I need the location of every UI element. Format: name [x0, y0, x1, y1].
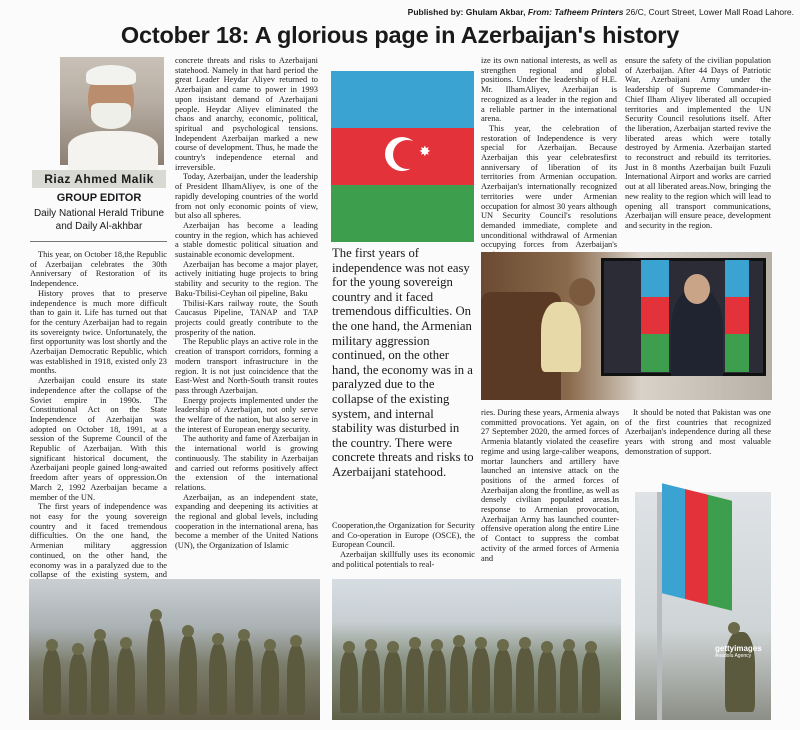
- paragraph: History proves that to preserve independence is much more difficult than to gain it. Life has turned out that for the century Azerbaijan had to regain its sovereignty twice. Unfortunately, the first opportunity was lost shortly and the Azerbaijan Democratic Republic, which was established in 1918, existed only 23 months.: [30, 288, 167, 376]
- publisher-name: Ghulam Akbar,: [465, 7, 526, 17]
- paragraph: Azerbaijan has become a major player, actively initiating huge projects to bring stability and security to the region. The Baku-Tbilisi-Ceyhan oil pipeline, Baku: [175, 259, 318, 298]
- paragraph: This year, on October 18,the Republic of Azerbaijan celebrates the 30th Anniversary of Restoration of its Independence.: [30, 250, 167, 289]
- article-column-1: [30, 250, 167, 580]
- from-label: From:: [527, 7, 552, 17]
- author-outlet-2: and Daily Al-akhbar: [55, 221, 143, 232]
- photo-credit: [715, 644, 762, 659]
- paragraph: Tbilisi-Kars railway route, the South Caucasus Pipeline, TANAP and TAP projects could greatly contribute to the prosperity of the nation.: [175, 298, 318, 337]
- waving-flag: [662, 483, 732, 610]
- author-role: GROUP EDITOR: [56, 192, 142, 204]
- author-role-block: [32, 192, 166, 233]
- article-column-3-continued: [332, 521, 475, 573]
- photo-credit-brand: gettyimages: [715, 644, 762, 653]
- paragraph: Azerbaijan skillfully uses its economic and political potentials to real-: [332, 550, 475, 569]
- paragraph: Cooperation,the Organization for Security and Co-operation in Europe (OSCE), the European Council.: [332, 521, 475, 550]
- paragraph: The Republic plays an active role in the creation of transport corridors, forming a modern transport infrastructure in the region. It is not just coincidence that the East-West and North-South transit routes pass through Azerbaijan.: [175, 337, 318, 395]
- article-column-5: [625, 408, 771, 488]
- paragraph: The first years of independence was not easy for the young sovereign country and it faced tremendous difficulties. On the one hand, the Armenian military aggression continued, on the other hand, the economy was in a paralyzed due to the collapse of the existing system, and: [30, 502, 167, 580]
- author-name: Riaz Ahmed Malik: [32, 170, 166, 188]
- author-outlet-1: Daily National Herald Tribune: [33, 208, 165, 219]
- paragraph: Azerbaijan has become a leading country in the region, which has achieved a stable domestic political situation and sustainable economic development.: [175, 220, 318, 260]
- azerbaijan-flag-image: [331, 71, 474, 242]
- paragraph: This year, the celebration of restoration of Independence is very special for Azerbaijan. Because Azerbaijan this year celebratesfirst anniversary of liberation of its territories from Armenian occupation. Azerbaijan's internationally recognized territories were under Armenian occupation for almost 30 years although UN Security Council's resolutions demanded immediate, complete and unconditional withdrawal of Armenian occupying forces from Azerbaijan's: [481, 123, 617, 250]
- photo-credit-line: Anadolu Agency: [715, 653, 752, 659]
- paragraph: ize its own national interests, as well as strengthen regional and global positions. Under the leadership of H.E. Mr. IlhamAliyev, Azerbaijan is recognized as a leader in the region and a reliable partner in the international arena.: [481, 56, 617, 124]
- paragraph: Energy projects implemented under the leadership of Azerbaijan, not only serve the welfare of the nation, but also serve in the interest of European energy security.: [175, 395, 318, 434]
- star-icon: ✸: [419, 144, 431, 160]
- article-column-3: [481, 56, 617, 250]
- pull-quote: The first years of independence was not easy for the young sovereign country and it faced tremendous difficulties. On the one hand, the Armenian military aggression continued, on the other hand, the economy was in a paralyzed due to the collapse of the existing system, and internal stability was disturbed in the country. There were concrete threats and risks to Azerbaijani statehood.: [332, 246, 474, 479]
- paragraph: It should be noted that Pakistan was one of the first countries that recognized Azerbaijan's independence during all these years with strong and most valuable demonstration of support.: [625, 408, 771, 456]
- soldiers-group-photo: [332, 579, 621, 720]
- printer-address: 26/C, Court Street, Lower Mall Road Lahore.: [625, 7, 794, 17]
- paragraph: Azerbaijan could ensure its state independence after the collapse of the Soviet empire in 1990s. The Constitutional Act on the State Independence of Azerbaijan was adopted on October 18, 1991, at a session of the Supreme Council of the Republic of Azerbaijan. With this significant historical document, the Azerbaijani people gained long-awaited freedom after years of oppression.On March 2, 1992 Azerbaijan became a member of the UN.: [30, 376, 167, 502]
- paragraph: Azerbaijan, as an independent state, expanding and deepening its activities at the regional and global levels, including cooperation in the international arena, has become a member of the United Nations (UN), the Organization of Islamic: [175, 492, 318, 551]
- paragraph: concrete threats and risks to Azerbaijani statehood. Namely in that hard period the great Leader Heydar Aliyev returned to Azerbaijan and came to power in 1993 upon insistant demand of Azerbaijani people. Heydar Aliyev eliminated the chaos and anarchy, economic, political, spiritual and psychological tensions. Independent Azerbaijan marked a new course of development. Thus, he made the country's independence eternal and irreversible.: [175, 56, 318, 172]
- paragraph: The authority and fame of Azerbaijan in the international world is growing continuously. The stability in Azerbaijan and carried out reforms positively affect the extension of the international relations.: [175, 434, 318, 492]
- soldiers-photo-mountains: [29, 579, 320, 720]
- headline: October 18: A glorious page in Azerbaijan's history: [120, 22, 680, 48]
- author-photo: [60, 57, 164, 165]
- paragraph: ensure the safety of the civilian population of Azerbaijan. After 44 Days of Patriotic War, Azerbaijani Army under the leadership of Supreme Commander-in-Chief Ilham Aliyev liberated all occupied territories and implemented the UN Security Council resolutions itself. After the liberation, Azerbaijan started revive the liberated areas which were totally destroyed by Armenia. Azerbaijan started to reconstruct and rebuild its territories. Just in 8 months Azerbaijan built Fuzuli International Airport and works are carried out at all liberated areas.Now, bringing the new reality to the region which will lead to opening all transport communications, Azerbaijan will ensure peace, development and security in the region.: [625, 56, 771, 230]
- paragraph: ries. During these years, Armenia always committed provocations. Yet again, on 27 September 2020, the armed forces of Armenia blatantly violated the ceasefire regime and using large-caliber weapons, mortar launchers and artillery have launched an intensive attack on the positions of the armed forces of Azerbaijan along the frontline, as well as densely civilian populated areas.In response to Armenian provocation, Azerbaijan Army has launched counter-offensive operation along the entire Line of Contact to suppress the combat activity of the armed forces of Armenia and: [481, 408, 619, 563]
- tv-broadcast-photo: [481, 252, 772, 400]
- article-column-2: [175, 56, 318, 573]
- flag-raising-photo: [635, 492, 771, 720]
- article-column-4-continued: [481, 408, 619, 573]
- paragraph: Today, Azerbaijan, under the leadership of President IlhamAliyev, is one of the rapidly developing countries of the world from not only economic points of view, but also all spheres.: [175, 172, 318, 221]
- masthead: [0, 0, 800, 18]
- article-column-4: [625, 56, 771, 244]
- divider: [30, 241, 167, 242]
- printer-name: Tafheem Printers: [554, 7, 624, 17]
- publisher-prefix: Published by:: [407, 7, 464, 17]
